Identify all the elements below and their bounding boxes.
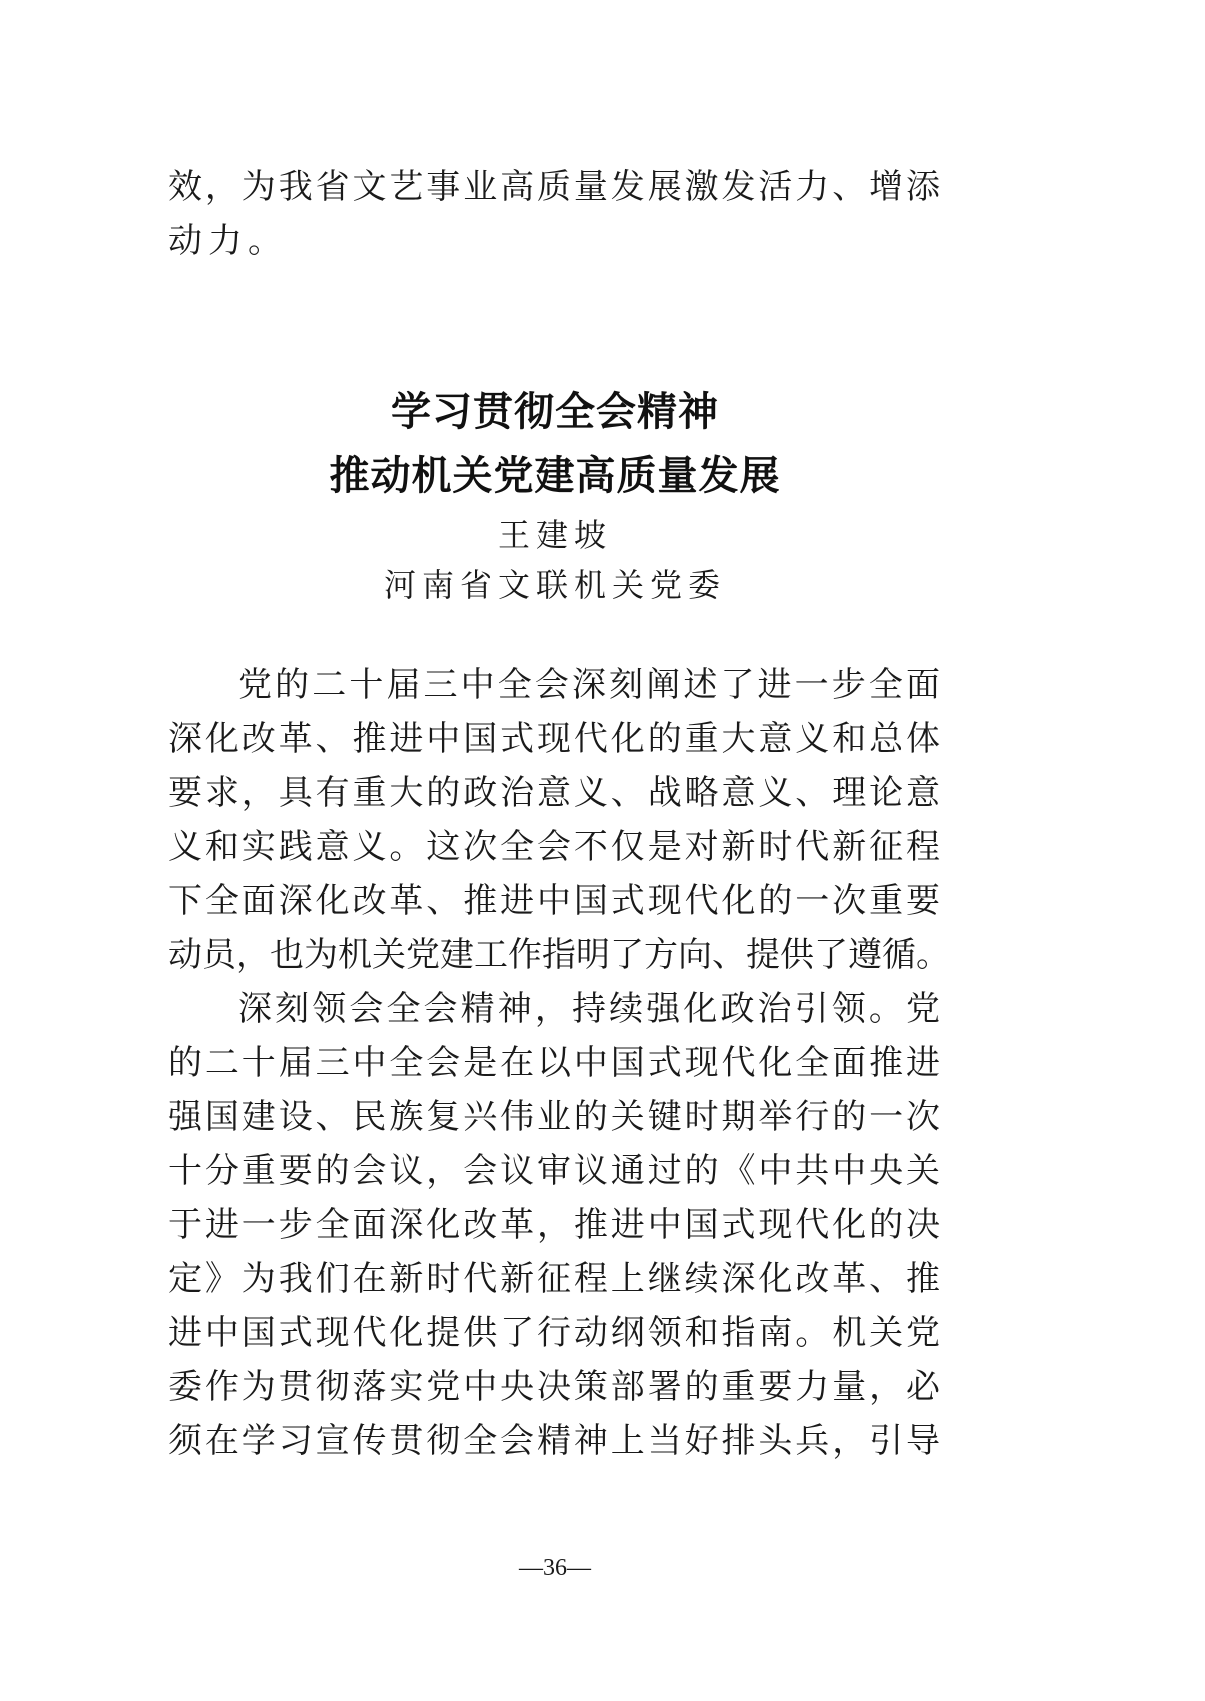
- previous-article-line-2: 动力。: [168, 221, 288, 261]
- paragraph-2-line-8: 委作为贯彻落实党中央决策部署的重要力量，必: [168, 1367, 940, 1407]
- previous-article-line-1: 效，为我省文艺事业高质量发展激发活力、增添: [168, 167, 940, 207]
- paragraph-1-line-3: 要求，具有重大的政治意义、战略意义、理论意: [168, 773, 940, 813]
- paragraph-2-line-2: 的二十届三中全会是在以中国式现代化全面推进: [168, 1043, 940, 1083]
- paragraph-2-line-7: 进中国式现代化提供了行动纲领和指南。机关党: [168, 1313, 940, 1353]
- article-title-line-2: 推动机关党建高质量发展: [329, 453, 781, 499]
- paragraph-1-line-1: 党的二十届三中全会深刻阐述了进一步全面: [238, 665, 940, 705]
- paragraph-2-line-3: 强国建设、民族复兴伟业的关键时期举行的一次: [168, 1097, 940, 1137]
- paragraph-1-line-6: 动员，也为机关党建工作指明了方向、提供了遵循。: [168, 935, 950, 975]
- article-author: 王建坡: [497, 516, 612, 554]
- page-number: —36—: [519, 1555, 591, 1581]
- paragraph-2-line-4: 十分重要的会议，会议审议通过的《中共中央关: [168, 1151, 940, 1191]
- paragraph-2-line-1: 深刻领会全会精神，持续强化政治引领。党: [238, 989, 940, 1029]
- paragraph-1-line-5: 下全面深化改革、推进中国式现代化的一次重要: [168, 881, 940, 921]
- paragraph-2-line-9: 须在学习宣传贯彻全会精神上当好排头兵，引导: [168, 1421, 940, 1461]
- paragraph-2-line-5: 于进一步全面深化改革，推进中国式现代化的决: [168, 1205, 940, 1245]
- article-title-line-1: 学习贯彻全会精神: [391, 389, 719, 435]
- paragraph-1-line-2: 深化改革、推进中国式现代化的重大意义和总体: [168, 719, 940, 759]
- paragraph-2-line-6: 定》为我们在新时代新征程上继续深化改革、推: [168, 1259, 940, 1299]
- article-affiliation: 河南省文联机关党委: [383, 566, 726, 604]
- paragraph-1-line-4: 义和实践意义。这次全会不仅是对新时代新征程: [168, 827, 940, 867]
